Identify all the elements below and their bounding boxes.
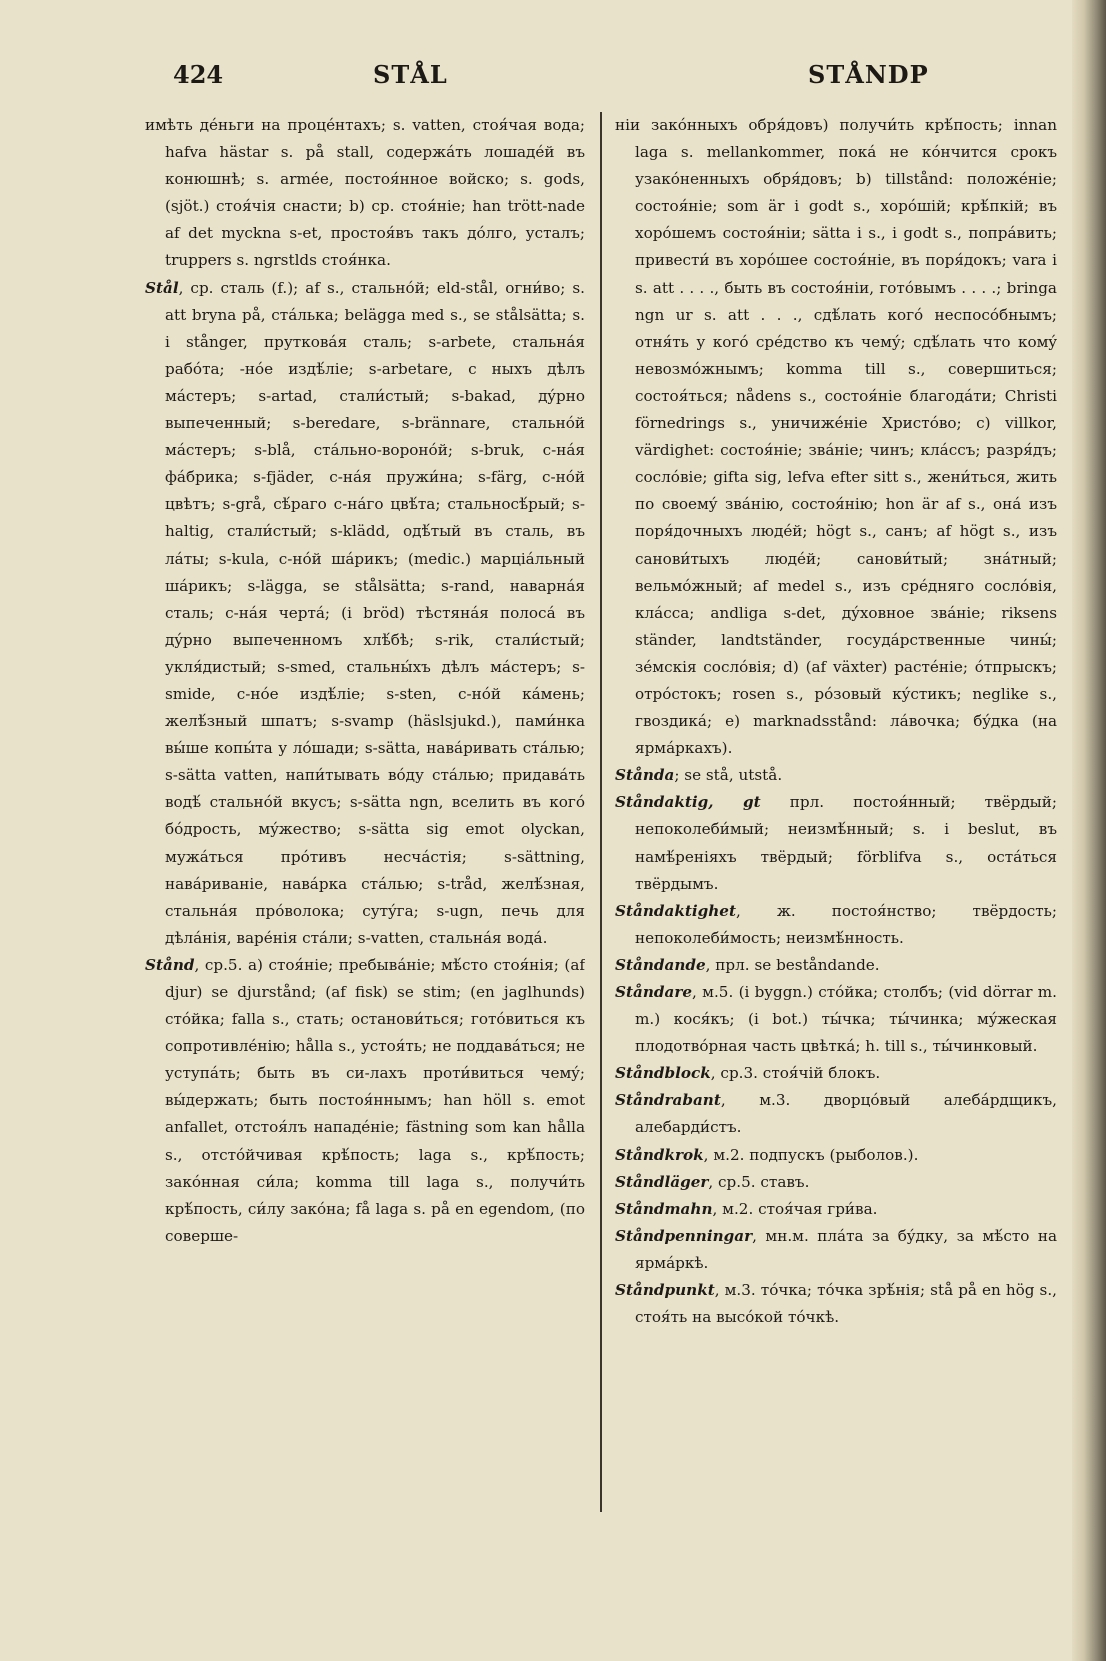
entry-text: , мн.м. плáта за бýдку, за мѣ́сто на ярмáркѣ.: [635, 1226, 1057, 1272]
entry-text: прл. постоя́нный; твёрдый; непоколеби́мый; неизмѣ́нный; s. i beslut, въ намѣ́реніяхъ твёрдый; förblifva s., остáться твёрдымъ.: [635, 793, 1057, 893]
dictionary-entry: [615, 1142, 1057, 1169]
left-column: [145, 112, 585, 1512]
dictionary-entry: [615, 789, 1057, 897]
dictionary-entry: [615, 1196, 1057, 1223]
entry-headword: Ståndblock: [615, 1064, 711, 1083]
entry-headword: Ståndpenningar: [615, 1226, 753, 1245]
entry-text: , ср.5. a) стоя́ніе; пребывáніе; мѣ́сто стоя́нія; (af djur) se djurstånd; (af fisk) se stim; (en jaglhunds) стóйка; falla s., стать; останови́ться; готóвиться къ сопротивлéнію; hålla s., устоя́ть; не поддавáться; не уступáть; быть въ си-лахъ проти́виться чемý; вы́держать; быть постоя́ннымъ; han höll s. emot anfallet, отстоя́лъ нападéніе; fästning som kan hålla s., отстóйчивая крѣ́пость; laga s., крѣ́пость; закóнная си́ла; komma till laga s., получи́ть крѣ́пость, си́лу закóна; få laga s. på en egendom, (по соверше-: [165, 955, 585, 1245]
page-edge-shadow: [1072, 0, 1106, 1661]
guide-word-left: STÅL: [373, 60, 448, 89]
entry-headword: Ståndkrok: [615, 1145, 704, 1164]
dictionary-entry: [615, 898, 1057, 952]
dictionary-entry: [615, 1060, 1057, 1087]
dictionary-entry: [615, 952, 1057, 979]
entry-headword: Ståndläger: [615, 1172, 709, 1191]
column-divider: [600, 112, 602, 1512]
entry-text: ; se stå, utstå.: [674, 766, 783, 785]
page-number: 424: [173, 60, 224, 89]
dictionary-entry: [615, 112, 1057, 762]
entry-headword: Ståndaktighet: [615, 901, 736, 920]
entry-headword: Ståndpunkt: [615, 1281, 715, 1300]
entry-headword: Stånd: [145, 955, 195, 974]
entry-headword: Stånda: [615, 766, 675, 785]
entry-headword: Ståndande: [615, 955, 706, 974]
entry-headword: Ståndmahn: [615, 1199, 713, 1218]
dictionary-entry: [615, 1223, 1057, 1277]
entry-text: ніи закóнныхъ обря́довъ) получи́ть крѣ́пость; innan laga s. mellankommer, покá не кóнчится срокъ узакóненныхъ обря́довъ; b) tillstånd: положéніе; состоя́ніе; som är i godt s., хорóшій; крѣ́пкій; въ хорóшемъ состоя́ніи; sätta i s., i godt s., попрáвить; привести́ въ хорóшее состоя́ніе, въ поря́докъ; vara i s. att . . . ., быть въ состоя́ніи, готóвымъ . . . .; bringa ngn ur s. att . . ., сдѣ́лать когó неспосóбнымъ; отня́ть у когó срéдство къ чемý; сдѣ́лать что комý невозмóжнымъ; komma till s., совершиться; состоя́ться; nådens s., состоя́ніе благодáти; Christi förnedrings s., уничижéніе Христóво; c) villkor, värdighet: состоя́ніе; звáніе; чинъ; клáссъ; разря́дъ; сослóвіе; gifta sig, lefva efter sitt s., жени́ться, жить по своемý звáнію, состоя́нію; hon är af s., онá изъ поря́дочныхъ людéй; högt s., санъ; af högt s., изъ санови́тыхъ людéй; санови́тый; знáтный; вельмóжный; af medel s., изъ срéдняго сослóвія, клáсса; andliga s-det, дýховное звáніе; riksens ständer, landtständer, госудáрственные чины́; зéмскія сослóвія; d) (af växter) растéніе; óтпрыскъ; отрóстокъ; rosen s., рóзовый кýстикъ; neglike s., гвоздикá; e) marknadsstånd: лáвочка; бýдка (на ярмáркахъ).: [615, 116, 1057, 758]
entry-text: , м.2. стоя́чая гри́ва.: [712, 1199, 878, 1218]
entry-text: , м.5. (i byggn.) стóйка; столбъ; (vid dörrar m. m.) кося́къ; (i bot.) ты́чка; ты́чинка; мýжеская плодотвóрная часть цвѣткá; h. till s., ты́чинковый.: [635, 983, 1057, 1056]
entry-headword: Ståndrabant: [615, 1091, 721, 1110]
dictionary-entry: [145, 952, 585, 1250]
page-header: [0, 58, 1106, 98]
entry-headword: Ståndare: [615, 983, 692, 1001]
entry-text: , м.3. дворцóвый алебáрдщикъ, алебарди́стъ.: [635, 1091, 1057, 1137]
right-column: [615, 112, 1057, 1512]
entry-text: , ж. постоя́нство; твёрдость; непоколеби́мость; неизмѣ́нность.: [635, 901, 1057, 947]
dictionary-entry: [615, 762, 1057, 789]
dictionary-entry: [615, 979, 1057, 1060]
entry-text: , ср.5. ставъ.: [708, 1172, 810, 1191]
dictionary-entry: [145, 275, 585, 952]
entry-text: , ср. сталь (f.); af s., стальнóй; eld-stål, огни́во; s. att bryna på, стáлька; belägga med s., se stålsätta; s. i stånger, прутковáя сталь; s-arbete, стальнáя рабóта; -нóе издѣ́ліе; s-arbetare, с ныхъ дѣлъ мáстеръ; s-artad, стали́стый; s-bakad, дýрно выпеченный; s-beredare, s-brännare, стальнóй мáстеръ; s-blå, стáльно-воронóй; s-bruk, с-нáя фáбрика; s-fjäder, с-нáя пружи́на; s-färg, с-нóй цвѣтъ; s-grå, сѣ́раго с-нáго цвѣ́та; стальносѣ́рый; s-haltig, стали́стый; s-klädd, одѣ́тый въ сталь, въ лáты; s-kula, с-нóй шáрикъ; (medic.) марціáльный шáрикъ; s-lägga, se stålsätta; s-rand, наварнáя сталь; с-нáя чертá; (i bröd) тѣстянáя полосá въ дýрно выпеченномъ хлѣ́бѣ; s-rik, стали́стый; укля́дистый; s-smed, стальны́хъ дѣлъ мáстеръ; s-smide, с-нóе издѣ́ліе; s-sten, с-нóй кáмень; желѣ́зный шпатъ; s-svamp (häslsjukd.), пами́нка вы́ше копы́та у лóшади; s-sätta, навáривать стáлью; s-sätta vatten, напи́тывать вóду стáлью; придавáть водѣ́ стальнóй вкусъ; s-sätta ngn, вселить въ когó бóдрость, мýжество; s-sätta sig emot olyckan, мужáться прóтивъ несчáстія; s-sättning, навáриваніе, навáрка стáлью; s-tråd, желѣ́зная, стальнáя прóволока; сутýга; s-ugn, печь для дѣлáнія, варéнія стáли; s-vatten, стальнáя водá.: [165, 278, 585, 947]
entry-text: , ср.3. стоя́чій блокъ.: [710, 1064, 881, 1083]
entry-text: , прл. se beståndande.: [705, 955, 880, 974]
entry-text: , м.2. подпускъ (рыболов.).: [703, 1145, 919, 1164]
guide-word-right: STÅNDP: [808, 60, 929, 89]
entry-headword: Ståndaktig, gt: [615, 793, 761, 812]
dictionary-entry: [615, 1087, 1057, 1141]
entry-text: имѣть дéньги на процéнтахъ; s. vatten, стоя́чая вода; hafva hästar s. på stall, содержáть лошадéй въ конюшнѣ; s. armée, постоя́нное войско; s. gods, (sjöt.) стоя́чія снасти; b) ср. стоя́ніе; han trött-nade af det myckna s-et, простоя́въ такъ дóлго, усталъ; truppers s. ngrstlds стоя́нка.: [145, 116, 585, 270]
entry-headword: Stål: [145, 278, 179, 297]
dictionary-entry: [615, 1277, 1057, 1331]
entry-text: , м.3. тóчка; тóчка зрѣ́нія; stå på en hög s., стоя́ть на высóкой тóчкѣ.: [635, 1281, 1057, 1327]
dictionary-entry: [145, 112, 585, 275]
dictionary-entry: [615, 1169, 1057, 1196]
